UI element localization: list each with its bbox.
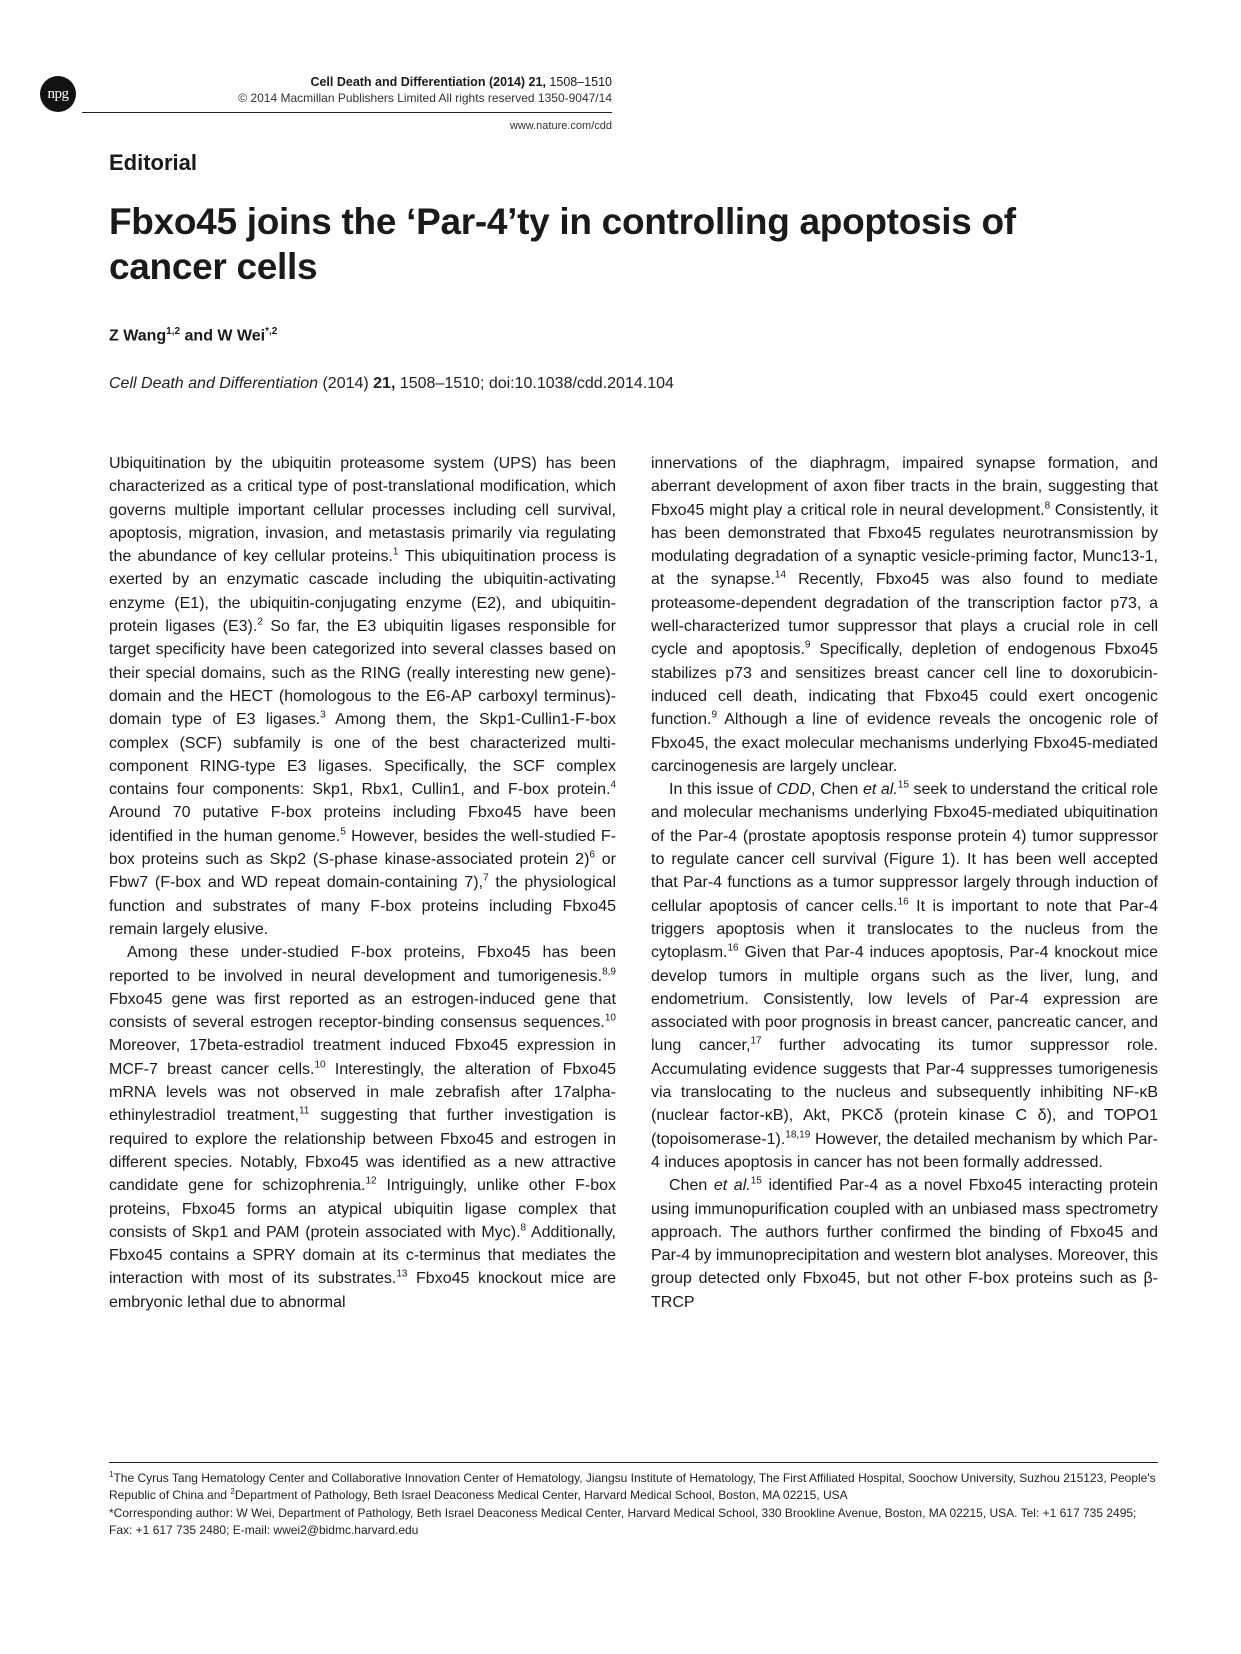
- reference-marker: 15: [750, 1175, 762, 1187]
- footnote-divider: [109, 1462, 1158, 1463]
- citation-journal: Cell Death and Differentiation: [109, 375, 319, 392]
- copyright-line: © 2014 Macmillan Publishers Limited All rights reserved 1350-9047/14: [238, 91, 612, 105]
- author-name: Z Wang: [109, 327, 167, 345]
- article-citation: [109, 375, 674, 393]
- reference-marker: 18,19: [785, 1129, 811, 1141]
- reference-marker: 10: [604, 1012, 616, 1024]
- reference-marker: 11: [298, 1105, 310, 1117]
- reference-marker: 8: [1044, 500, 1051, 512]
- reference-marker: 12: [365, 1175, 377, 1187]
- reference-marker: 10: [314, 1059, 326, 1071]
- section-label: Editorial: [109, 150, 198, 175]
- reference-marker: 17: [750, 1036, 762, 1048]
- journal-year-volume: (2014) 21,: [488, 75, 546, 89]
- author-line: [109, 326, 277, 345]
- reference-marker: 8,9: [602, 966, 616, 978]
- body-paragraph: Among these under-studied F-box proteins, Fbxo45 has been reported to be involved in neural development and tumorigenesis.$^{8,9}$ Fbxo45 gene was first reported as an estrogen-induced gene that consists of several estrogen receptor-binding consensus sequences.$^{10}$ Moreover, 17beta-estradiol treatment induced Fbxo45 expression in MCF-7 breast cancer cells.$^{10}$ Interestingly, the alteration of Fbxo45 mRNA levels was not observed in male zebrafish after 17alpha-ethinylestradiol treatment,$^{11}$ suggesting that further investigation is required to explore the relationship between Fbxo45 and estrogen in different species. Notably, Fbxo45 was identified as a new attractive candidate gene for schizophrenia.$^{12}$ Intriguingly, unlike other F-box proteins, Fbxo45 forms an atypical ubiquitin ligase complex that consists of Skp1 and PAM (protein associated with Myc).$^8$ Additionally, Fbxo45 contains a SPRY domain at its c-terminus that mediates the interaction with most of its substrates.$^{13}$ Fbxo45 knockout mice are embryonic lethal due to abnormal: [109, 944, 617, 1311]
- reference-marker: 16: [727, 942, 739, 954]
- body-paragraph: Ubiquitination by the ubiquitin proteasome system (UPS) has been characterized as a critical type of post-translational modification, which governs multiple important cellular processes including cell survival, apoptosis, migration, invasion, and metastasis primarily via regulating the abundance of key cellular proteins.$^1$ This ubiquitination process is exerted by an enzymatic cascade including the ubiquitin-activating enzyme (E1), the ubiquitin-conjugating enzyme (E2), and ubiquitin-protein ligases (E3).$^2$ So far, the E3 ubiquitin ligases responsible for target specificity have been categorized into several classes based on their special domains, such as the RING (really interesting new gene)-domain and the HECT (homologous to the E6-AP carboxyl terminus)-domain type of E3 ligases.$^3$ Among them, the Skp1-Cullin1-F-box complex (SCF) subfamily is one of the best characterized multi-component RING-type E3 ligases. Specifically, the SCF complex contains four components: Skp1, Rbx1, Cullin1, and F-box protein.$^4$ Around 70 putative F-box proteins including Fbxo45 have been identified in the human genome.$^5$ However, besides the well-studied F-box proteins such as Skp2 (S-phase kinase-associated protein 2)$^6$ or Fbw7 (F-box and WD repeat domain-containing 7),$^7$ the physiological function and substrates of many F-box proteins including Fbxo45 remain largely elusive.: [109, 455, 617, 938]
- journal-url[interactable]: www.nature.com/cdd: [509, 120, 612, 132]
- author-name: and W Wei: [180, 327, 266, 345]
- reference-marker: 13: [396, 1269, 408, 1281]
- citation-volume: 21,: [373, 375, 396, 392]
- italic-text: CDD: [776, 781, 812, 799]
- reference-marker: 9: [804, 640, 811, 652]
- italic-text: et al.: [862, 781, 898, 799]
- header-divider: [82, 112, 612, 113]
- italic-text: et al.: [713, 1177, 751, 1195]
- reference-marker: 6: [589, 849, 595, 861]
- article-title: Fbxo45 joins the ‘Par-4’ty in controlling apoptosis of cancer cells: [109, 201, 1016, 287]
- reference-marker: 2: [230, 1487, 235, 1497]
- journal-name: Cell Death and Differentiation: [310, 75, 486, 89]
- reference-marker: 4: [610, 779, 616, 791]
- reference-marker: 16: [897, 896, 909, 908]
- correspondence-footnote: *Corresponding author: W Wei, Department of Pathology, Beth Israel Deaconess Medical Center, Harvard Medical School, 330 Brookline Avenue, Boston, MA 02215, USA. Tel: +1 617 735 2495; Fax: +1 617 735 2480; E-mail: wwei2@bidmc.harvard.edu: [109, 1505, 1137, 1538]
- reference-marker: 9: [711, 709, 718, 721]
- citation-doi: 1508–1510; doi:10.1038/cdd.2014.104: [395, 375, 674, 392]
- citation-year: (2014): [318, 375, 374, 392]
- footnotes: [109, 1470, 1158, 1540]
- affiliation-footnote: $^1$The Cyrus Tang Hematology Center and Collaborative Innovation Center of Hematology, Jiangsu Institute of Hematology, The First Affiliated Hospital, Soochow University, Suzhou 215123, People's Republic of China and $^2$Department of Pathology, Beth Israel Deaconess Medical Center, Harvard Medical School, Boston, MA 02215, USA: [109, 1470, 1156, 1503]
- reference-marker: 15: [897, 779, 909, 791]
- journal-header: [160, 74, 612, 106]
- reference-marker: 1: [392, 546, 399, 558]
- reference-marker: 2: [257, 616, 263, 628]
- body-paragraph: innervations of the diaphragm, impaired synapse formation, and aberrant development of axon fiber tracts in the brain, suggesting that Fbxo45 might play a critical role in neural development.$^8$ Consistently, it has been demonstrated that Fbxo45 regulates neurotransmission by modulating degradation of a synaptic vesicle-priming factor, Munc13-1, at the synapse.$^{14}$ Recently, Fbxo45 was also found to mediate proteasome-dependent degradation of the transcription factor p73, a well-characterized tumor suppressor that plays a crucial role in cell cycle and apoptosis.$^9$ Specifically, depletion of endogenous Fbxo45 stabilizes p73 and sensitizes breast cancer cell line to doxorubicin-induced cell death, indicating that Fbxo45 could exert oncogenic function.$^9$ Although a line of evidence reveals the oncogenic role of Fbxo45, the exact molecular mechanisms underlying Fbxo45-mediated carcinogenesis are largely unclear.: [651, 455, 1159, 775]
- body-column-right: [651, 452, 1158, 1314]
- reference-marker: 14: [774, 570, 787, 582]
- npg-logo: npg: [40, 76, 76, 112]
- journal-pages: 1508–1510: [549, 75, 612, 89]
- journal-citation-line: [160, 74, 612, 90]
- reference-marker: 8: [520, 1222, 527, 1234]
- reference-marker: 7: [483, 873, 489, 885]
- body-column-left: [109, 452, 616, 1314]
- reference-marker: 5: [340, 826, 346, 838]
- reference-marker: 3: [320, 709, 326, 721]
- body-paragraph: Chen et al.$^{15}$ identified Par-4 as a novel Fbxo45 interacting protein using immunopurification coupled with an unbiased mass spectrometry approach. The authors further confirmed the binding of Fbxo45 and Par-4 by immunoprecipitation and western blot analyses. Moreover, this group detected only Fbxo45, but not other F-box proteins such as β-TRCP: [651, 1175, 1159, 1311]
- reference-marker: 1: [109, 1470, 114, 1479]
- author-affiliation-marker: 1,2: [166, 326, 181, 337]
- body-paragraph: In this issue of CDD, Chen et al.$^{15}$ seek to understand the critical role and molecular mechanisms underlying Fbxo45-mediated ubiquitination of the Par-4 (prostate apoptosis response protein 4) tumor suppressor to regulate cancer cell survival (Figure 1). It has been well accepted that Par-4 functions as a tumor suppressor largely through induction of cellular apoptosis of cancer cells.$^{16}$ It is important to note that Par-4 triggers apoptosis when it translocates to the nucleus from the cytoplasm.$^{16}$ Given that Par-4 induces apoptosis, Par-4 knockout mice develop tumors in multiple organs such as the liver, lung, and endometrium. Consistently, low levels of Par-4 expression are associated with poor prognosis in breast cancer, pancreatic cancer, and lung cancer,$^{17}$ further advocating its tumor suppressor role. Accumulating evidence suggests that Par-4 suppresses tumorigenesis via translocating to the nucleus and subsequently inhibiting NF-κB (nuclear factor-κB), Akt, PKCδ (protein kinase C δ), and TOPO1 (topoisomerase-1).$^{18,19}$ However, the detailed mechanism by which Par-4 induces apoptosis in cancer has not been formally addressed.: [651, 779, 1159, 1171]
- author-affiliation-marker: *,2: [265, 326, 278, 337]
